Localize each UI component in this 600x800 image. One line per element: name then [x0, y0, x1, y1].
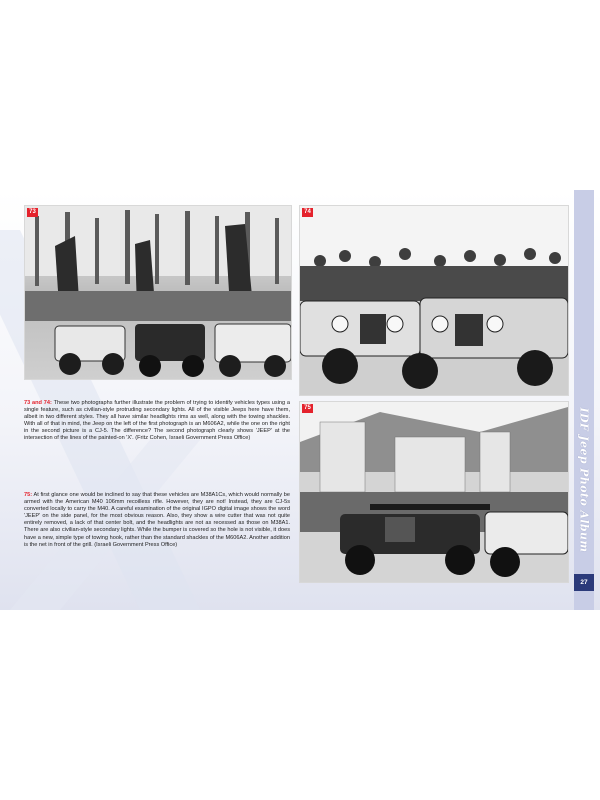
photo-73-badge: 73: [27, 208, 38, 217]
photo-75: [299, 401, 569, 583]
caption-number: 75:: [24, 492, 33, 498]
spine-title-text: IDF Jeep Photo Album: [577, 407, 591, 553]
caption-75: [24, 492, 290, 549]
spine-title: [575, 390, 593, 570]
caption-number: 73 and 74:: [24, 400, 52, 406]
caption-text: These two photographs further illustrate the problem of trying to identify vehicles types using a single feature, such as civilian-style protruding secondary lights. All of the visible Jeeps here have them, albeit in two different styles. They all have similar headlights rims as well, along with the towing shackles. With all of that in mind, the Jeep on the left of the first photograph is an M606A2, while the one on the right in the second picture is a CJ-5. The difference? The second photograph clearly shows 'JEEP' at the intersection of the lines of the painted-on 'X'. (Fritz Cohen, Israeli Government Press Office): [24, 400, 291, 442]
book-page: [0, 190, 600, 610]
page-number: 27: [574, 574, 594, 591]
caption-73-74: [24, 400, 290, 443]
photo-74: [299, 205, 569, 396]
photo-74-badge: 74: [302, 208, 313, 217]
photo-75-badge: 75: [302, 404, 313, 413]
caption-text: At first glance one would be inclined to say that these vehicles are M38A1Cs, which would normally be armed with the American M40 106mm recoilless rifle. However, they are not! Instead, they are CJ-5s converted locally to carry the M40. A careful examination of the original IGPO digital image shows the word 'JEEP' on the side panel, for the most obvious reason. Also, they show a wire cutter that was not quite entirely removed, a lack of that center bolt, and the headlights are not as recessed as those on M38A1. There are also civilian-style secondary lights. While the bumper is covered so the hole is not visible, it does have a new, simple type of towing hook, rather than the standard shackles of the M606A2. Another addition is the net in front of the grill. (Israeli Government Press Office): [24, 492, 290, 548]
photo-73: [24, 205, 292, 380]
